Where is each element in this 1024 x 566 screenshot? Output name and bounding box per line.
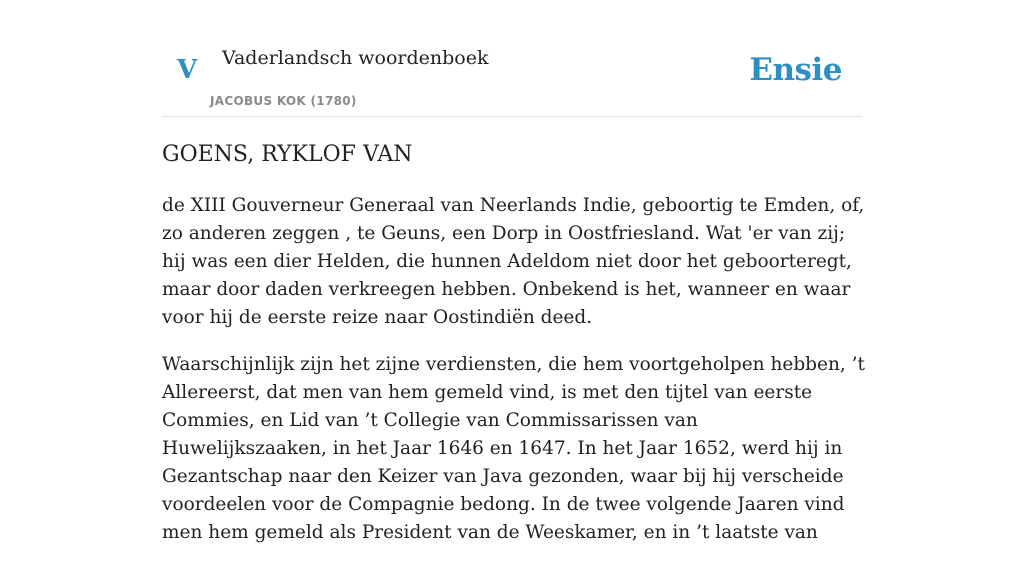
book-title-link[interactable]: Vaderlandsch woordenboek	[222, 47, 489, 69]
ensie-logo-link[interactable]: Ensie	[749, 52, 842, 88]
entry-paragraph: Waarschijnlijk zijn het zijne verdiensten, die hem voortgeholpen hebben, ’t Allereerst, dat men van hem gemeld vind, is met den tijtel van eerste Commies, en Lid van ’t Collegie van Commissarissen van Huwelijkszaaken, in het Jaar 1646 en 1647. In het Jaar 1652, werd hij in Gezantschap naar den Keizer van Java gezonden, waar bij hij verscheide voordeelen voor de Compagnie bedong. In de twee volgende Jaaren vind men hem gemeld als President van de Weeskamer, en in ’t laatste van	[162, 354, 865, 543]
book-letter-icon[interactable]: V	[177, 55, 198, 85]
entry-paragraph: de XIII Gouverneur Generaal van Neerlands Indie, geboortig te Emden, of, zo anderen zeggen , te Geuns, een Dorp in Oostfriesland. Wat 'er van zij; hij was een dier Helden, die hunnen Adeldom niet door het geboorteregt, maar door daden verkreegen hebben. Onbekend is het, wanneer en waar voor hij de eerste reize naar Oostindiën deed.	[162, 195, 865, 328]
book-author: JACOBUS KOK (1780)	[210, 94, 357, 108]
entry-headword: GOENS, RYKLOF VAN	[162, 142, 413, 167]
book-header	[162, 0, 862, 117]
entry-body	[162, 192, 866, 566]
